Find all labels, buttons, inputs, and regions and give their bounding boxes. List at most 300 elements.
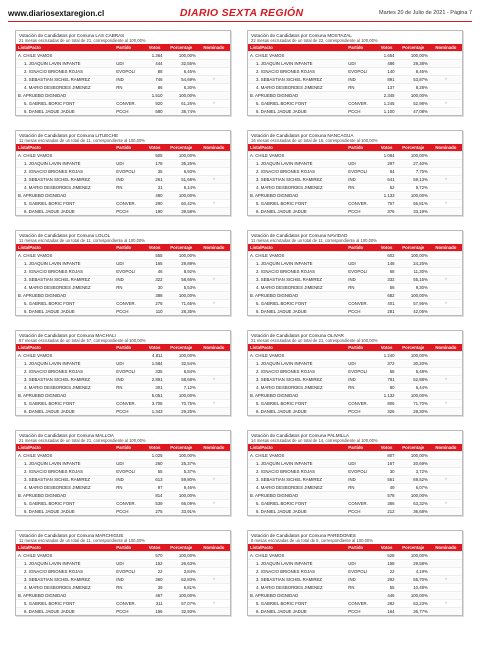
- cell-n: *: [430, 500, 462, 508]
- candidate-row: [248, 184, 462, 192]
- cell-votes: 282: [377, 600, 397, 608]
- cell-n: [198, 384, 230, 392]
- pact-row: [16, 492, 230, 500]
- cell-n: [198, 552, 230, 560]
- cell-n: *: [198, 276, 230, 284]
- cell-party: UDI: [114, 60, 144, 68]
- cell-n: [430, 592, 462, 600]
- candidate-row: [248, 508, 462, 516]
- cell-votes: 88: [145, 68, 165, 76]
- cell-votes: 570: [145, 552, 165, 560]
- results-table: [16, 44, 230, 115]
- cell-pct: 25,37%: [165, 460, 198, 468]
- cell-name: 4. MARIO DESBORDES JIMENEZ: [16, 584, 114, 592]
- card-subtitle: 22 mesas escrutadas de un total de 22, correspondiente al 100,00%: [251, 38, 378, 43]
- cell-name: 2. IGNACIO BRIONES ROJAS: [16, 168, 114, 176]
- cell-votes: 602: [377, 252, 397, 260]
- site-url[interactable]: www.diariosextaregion.cl: [8, 8, 105, 18]
- cell-votes: 891: [377, 76, 397, 84]
- cell-name: 3. SEBASTIAN SICHEL RAMIREZ: [248, 76, 346, 84]
- results-table: [16, 444, 230, 515]
- cell-n: [198, 208, 230, 216]
- cell-pct: 3,72%: [397, 468, 430, 476]
- cell-n: *: [430, 300, 462, 308]
- cell-n: [430, 452, 462, 460]
- cell-n: [198, 168, 230, 176]
- cell-party: CONVER.: [114, 200, 144, 208]
- cell-pct: 24,25%: [397, 260, 430, 268]
- cell-votes: 757: [377, 200, 397, 208]
- cell-n: [430, 560, 462, 568]
- cell-pct: 100,00%: [165, 152, 198, 160]
- candidate-row: [16, 76, 230, 84]
- cell-party: PCCH: [114, 608, 144, 616]
- cell-n: [198, 184, 230, 192]
- cell-name: B. APRUEBO DIGNIDAD: [248, 192, 346, 200]
- column-header-porcentaje: Porcentaje: [397, 244, 430, 252]
- cell-name: 4. MARIO DESBORDES JIMENEZ: [16, 384, 114, 392]
- cell-n: [430, 168, 462, 176]
- cell-votes: 467: [145, 592, 165, 600]
- cell-n: [430, 84, 462, 92]
- cell-pct: 7,12%: [165, 384, 198, 392]
- cell-party: PCCH: [346, 308, 376, 316]
- cell-party: EVOPOLI: [114, 568, 144, 576]
- cell-n: [198, 484, 230, 492]
- cell-party: UDI: [346, 360, 376, 368]
- cell-votes: 158: [377, 560, 397, 568]
- cell-pct: 57,95%: [397, 300, 430, 308]
- cell-party: UDI: [114, 360, 144, 368]
- cell-pct: 38,74%: [165, 108, 198, 116]
- cell-n: [430, 584, 462, 592]
- cell-name: 2. IGNACIO BRIONES ROJAS: [16, 568, 114, 576]
- cell-pct: 100,00%: [165, 492, 198, 500]
- pact-row: [16, 552, 230, 560]
- column-header-porcentaje: Porcentaje: [397, 344, 430, 352]
- cell-n: [430, 268, 462, 276]
- candidate-row: [16, 376, 230, 384]
- column-header-partido: Partido: [346, 244, 376, 252]
- cell-n: [430, 608, 462, 616]
- candidate-row: [248, 168, 462, 176]
- cell-name: 6. DANIEL JADUE JADUE: [16, 108, 114, 116]
- cell-name: 4. MARIO DESBORDES JIMENEZ: [248, 84, 346, 92]
- cell-name: 3. SEBASTIAN SICHEL RAMIREZ: [16, 576, 114, 584]
- cell-pct: 10,49%: [397, 584, 430, 592]
- cell-party: [114, 392, 144, 400]
- candidate-row: [248, 476, 462, 484]
- candidate-row: [248, 460, 462, 468]
- cell-name: 5. GABRIEL BORIC FONT: [16, 300, 114, 308]
- cell-pct: 5,48%: [397, 368, 430, 376]
- cell-party: IND: [114, 576, 144, 584]
- candidate-row: [16, 600, 230, 608]
- candidate-row: [248, 360, 462, 368]
- cell-party: EVOPOLI: [114, 68, 144, 76]
- cell-n: [198, 460, 230, 468]
- candidate-row: [248, 60, 462, 68]
- cell-name: A. CHILE VAMOS: [248, 252, 346, 260]
- card-subtitle: 21 mesas escrutadas de un total de 21, correspondiente al 100,00%: [19, 38, 146, 43]
- cell-votes: 167: [377, 460, 397, 468]
- card-subtitle: 8 mesas escrutadas de un total de 8, correspondiente al 100,00%: [251, 538, 373, 543]
- cell-n: [430, 152, 462, 160]
- cell-name: 6. DANIEL JADUE JADUE: [16, 408, 114, 416]
- cell-votes: 22: [145, 568, 165, 576]
- card-title: Votación de Candidatos por Comuna MOSTAZAL: [251, 33, 352, 38]
- cell-name: 2. IGNACIO BRIONES ROJAS: [248, 168, 346, 176]
- cell-n: [198, 60, 230, 68]
- cell-party: PCCH: [346, 608, 376, 616]
- card-subtitle: 11 mesas escrutadas de un total de 11, correspondiente al 100,00%: [19, 238, 146, 243]
- cell-votes: 290: [145, 200, 165, 208]
- cell-votes: 372: [377, 360, 397, 368]
- column-header-porcentaje: Porcentaje: [165, 544, 198, 552]
- cell-votes: 137: [377, 84, 397, 92]
- cell-pct: 71,70%: [397, 400, 430, 408]
- cell-name: 3. SEBASTIAN SICHEL RAMIREZ: [248, 176, 346, 184]
- column-header-lista: Lista/Pacto: [16, 544, 114, 552]
- cell-pct: 70,75%: [165, 400, 198, 408]
- cell-pct: 100,00%: [397, 52, 430, 60]
- column-header-lista: Lista/Pacto: [248, 344, 346, 352]
- cell-votes: 164: [377, 608, 397, 616]
- cell-n: [430, 284, 462, 292]
- cell-votes: 84: [377, 168, 397, 176]
- cell-pct: 100,00%: [397, 252, 430, 260]
- cell-n: [430, 484, 462, 492]
- cell-name: B. APRUEBO DIGNIDAD: [248, 392, 346, 400]
- cell-party: EVOPOLI: [114, 468, 144, 476]
- cell-pct: 32,55%: [165, 60, 198, 68]
- cell-pct: 8,92%: [165, 268, 198, 276]
- pact-row: [16, 392, 230, 400]
- candidate-row: [248, 176, 462, 184]
- pact-row: [16, 52, 230, 60]
- header-divider: [8, 21, 472, 22]
- cell-name: A. CHILE VAMOS: [16, 452, 114, 460]
- cell-n: [198, 452, 230, 460]
- cell-pct: 100,00%: [165, 52, 198, 60]
- candidate-row: [248, 600, 462, 608]
- cell-votes: 80: [377, 384, 397, 392]
- cell-name: 1. JOAQUIN LAVIN INFANTE: [248, 560, 346, 568]
- card-title: Votación de Candidatos por Comuna OLIVAR: [251, 333, 344, 338]
- candidate-row: [16, 608, 230, 616]
- cell-party: IND: [114, 276, 144, 284]
- cell-pct: 62,83%: [165, 576, 198, 584]
- cell-n: [430, 160, 462, 168]
- cell-n: [430, 252, 462, 260]
- cell-votes: 578: [377, 492, 397, 500]
- table-header-row: [248, 244, 462, 252]
- cell-name: A. CHILE VAMOS: [16, 352, 114, 360]
- cell-votes: 613: [145, 476, 165, 484]
- cell-pct: 6,14%: [165, 184, 198, 192]
- cell-pct: 100,00%: [165, 252, 198, 260]
- column-header-lista: Lista/Pacto: [248, 44, 346, 52]
- cell-pct: 63,32%: [397, 500, 430, 508]
- cell-votes: 146: [377, 260, 397, 268]
- cell-name: 2. IGNACIO BRIONES ROJAS: [16, 468, 114, 476]
- results-table: [248, 344, 462, 415]
- column-header-partido: Partido: [114, 544, 144, 552]
- candidate-row: [248, 108, 462, 116]
- cell-pct: 100,00%: [397, 492, 430, 500]
- cell-name: 1. JOAQUIN LAVIN INFANTE: [16, 460, 114, 468]
- column-header-partido: Partido: [346, 444, 376, 452]
- cell-n: [198, 160, 230, 168]
- cell-n: [198, 408, 230, 416]
- column-header-porcentaje: Porcentaje: [397, 144, 430, 152]
- cell-pct: 42,05%: [397, 308, 430, 316]
- card-title: Votación de Candidatos por Comuna MACHALI: [19, 333, 116, 338]
- cell-pct: 66,09%: [165, 500, 198, 508]
- column-header-porcentaje: Porcentaje: [397, 44, 430, 52]
- cell-votes: 528: [377, 552, 397, 560]
- card-subtitle: 11 mesas escrutadas de un total de 11, correspondiente al 100,00%: [19, 138, 146, 143]
- cell-votes: 68: [377, 268, 397, 276]
- cell-name: 5. GABRIEL BORIC FONT: [16, 500, 114, 508]
- cell-name: A. CHILE VAMOS: [16, 252, 114, 260]
- cell-party: PCCH: [114, 208, 144, 216]
- date-page-line: Martes 20 de Julio de 2021 - Página 7: [379, 10, 472, 16]
- cell-votes: 1.654: [377, 52, 397, 60]
- cell-pct: 47,08%: [397, 108, 430, 116]
- cell-pct: 100,00%: [165, 92, 198, 100]
- cell-name: 3. SEBASTIAN SICHEL RAMIREZ: [16, 376, 114, 384]
- cell-n: *: [198, 100, 230, 108]
- cell-name: B. APRUEBO DIGNIDAD: [16, 592, 114, 600]
- newspaper-title: DIARIO SEXTA REGIÓN: [179, 7, 304, 19]
- cell-n: [430, 208, 462, 216]
- results-card: [247, 30, 463, 116]
- card-subtitle: 14 mesas escrutadas de un total de 14, correspondiente al 100,00%: [251, 438, 378, 443]
- cell-n: [198, 108, 230, 116]
- cell-n: [430, 292, 462, 300]
- column-header-nominado: Nominado: [198, 244, 230, 252]
- cell-n: [430, 192, 462, 200]
- cell-pct: 6,93%: [165, 168, 198, 176]
- card-title: Votación de Candidatos por Comuna PAREDONES: [251, 533, 356, 538]
- cell-party: [114, 252, 144, 260]
- cell-party: PCCH: [346, 408, 376, 416]
- cell-name: 5. GABRIEL BORIC FONT: [248, 100, 346, 108]
- column-header-porcentaje: Porcentaje: [165, 44, 198, 52]
- cell-name: 2. IGNACIO BRIONES ROJAS: [16, 268, 114, 276]
- results-table: [16, 244, 230, 315]
- cell-party: [346, 92, 376, 100]
- cell-votes: 301: [145, 384, 165, 392]
- card-subtitle: 16 mesas escrutadas de un total de 16, correspondiente al 100,00%: [251, 138, 378, 143]
- cell-n: [198, 308, 230, 316]
- cell-name: 5. GABRIEL BORIC FONT: [16, 100, 114, 108]
- cell-name: 3. SEBASTIAN SICHEL RAMIREZ: [248, 476, 346, 484]
- cell-name: 1. JOAQUIN LAVIN INFANTE: [248, 60, 346, 68]
- cell-votes: 55: [145, 468, 165, 476]
- cell-pct: 29,25%: [165, 408, 198, 416]
- cell-pct: 100,00%: [165, 552, 198, 560]
- cell-votes: 388: [145, 292, 165, 300]
- card-subtitle: 11 mesas escrutadas de un total de 11, correspondiente al 100,00%: [19, 538, 146, 543]
- cell-party: RN: [346, 384, 376, 392]
- cell-votes: 5.051: [145, 392, 165, 400]
- table-header-row: [248, 144, 462, 152]
- cell-votes: 682: [377, 292, 397, 300]
- pact-row: [16, 592, 230, 600]
- cell-pct: 55,15%: [397, 276, 430, 284]
- cell-name: B. APRUEBO DIGNIDAD: [248, 492, 346, 500]
- column-header-partido: Partido: [114, 144, 144, 152]
- cell-name: 4. MARIO DESBORDES JIMENEZ: [16, 84, 114, 92]
- cell-n: [198, 392, 230, 400]
- candidate-row: [248, 500, 462, 508]
- cell-pct: 28,35%: [165, 308, 198, 316]
- cell-n: [430, 492, 462, 500]
- cell-party: UDI: [346, 60, 376, 68]
- cell-n: [198, 568, 230, 576]
- candidate-row: [16, 560, 230, 568]
- cell-votes: 360: [145, 576, 165, 584]
- cell-name: 6. DANIEL JADUE JADUE: [248, 408, 346, 416]
- cell-pct: 58,68%: [165, 376, 198, 384]
- table-header-row: [16, 144, 230, 152]
- column-header-votos: Votos: [145, 344, 165, 352]
- cell-votes: 580: [145, 108, 165, 116]
- results-card: [15, 130, 231, 216]
- cell-party: RN: [114, 284, 144, 292]
- cell-votes: 86: [145, 84, 165, 92]
- candidate-row: [16, 568, 230, 576]
- cell-n: [430, 52, 462, 60]
- column-header-partido: Partido: [114, 444, 144, 452]
- column-header-nominado: Nominado: [430, 444, 462, 452]
- cell-name: 3. SEBASTIAN SICHEL RAMIREZ: [16, 176, 114, 184]
- cell-name: B. APRUEBO DIGNIDAD: [16, 492, 114, 500]
- cell-n: [198, 292, 230, 300]
- card-title: Votación de Candidatos por Comuna LITUECHE: [19, 133, 119, 138]
- cell-name: 5. GABRIEL BORIC FONT: [248, 600, 346, 608]
- candidate-row: [248, 76, 462, 84]
- candidate-row: [16, 584, 230, 592]
- cell-name: 6. DANIEL JADUE JADUE: [248, 108, 346, 116]
- cell-party: IND: [346, 276, 376, 284]
- results-table: [248, 144, 462, 215]
- results-card: [15, 530, 231, 616]
- cell-pct: 26,63%: [165, 560, 198, 568]
- cell-name: A. CHILE VAMOS: [16, 152, 114, 160]
- cell-votes: 190: [145, 208, 165, 216]
- cell-name: 2. IGNACIO BRIONES ROJAS: [248, 68, 346, 76]
- cell-name: 1. JOAQUIN LAVIN INFANTE: [248, 260, 346, 268]
- candidate-row: [248, 284, 462, 292]
- cell-party: [346, 52, 376, 60]
- cell-n: [430, 460, 462, 468]
- cell-votes: 561: [377, 476, 397, 484]
- cell-n: *: [430, 476, 462, 484]
- cell-pct: 54,69%: [165, 76, 198, 84]
- candidate-row: [16, 184, 230, 192]
- pact-row: [16, 292, 230, 300]
- pact-row: [248, 552, 462, 560]
- cell-pct: 32,54%: [165, 360, 198, 368]
- cell-n: *: [430, 400, 462, 408]
- cell-party: PCCH: [346, 508, 376, 516]
- cell-party: CONVER.: [346, 100, 376, 108]
- cell-votes: 486: [377, 60, 397, 68]
- cell-party: RN: [346, 584, 376, 592]
- cell-name: 3. SEBASTIAN SICHEL RAMIREZ: [248, 576, 346, 584]
- results-card: [247, 230, 463, 316]
- results-table: [16, 344, 230, 415]
- cell-party: CONVER.: [346, 400, 376, 408]
- column-header-lista: Lista/Pacto: [16, 44, 114, 52]
- cell-votes: 1.245: [377, 100, 397, 108]
- cell-votes: 555: [145, 252, 165, 260]
- cell-name: A. CHILE VAMOS: [248, 152, 346, 160]
- cell-pct: 7,75%: [397, 168, 430, 176]
- results-table: [248, 44, 462, 115]
- cell-party: RN: [114, 584, 144, 592]
- cell-votes: 278: [145, 300, 165, 308]
- cell-pct: 71,65%: [165, 300, 198, 308]
- pact-row: [248, 92, 462, 100]
- table-header-row: [16, 344, 230, 352]
- pact-row: [248, 352, 462, 360]
- column-header-porcentaje: Porcentaje: [165, 144, 198, 152]
- column-header-nominado: Nominado: [198, 544, 230, 552]
- cell-votes: 68: [377, 368, 397, 376]
- pact-row: [248, 492, 462, 500]
- cell-votes: 322: [145, 276, 165, 284]
- candidate-row: [16, 368, 230, 376]
- cell-name: 5. GABRIEL BORIC FONT: [16, 600, 114, 608]
- cell-party: IND: [114, 176, 144, 184]
- cell-pct: 53,87%: [397, 76, 430, 84]
- card-subtitle: 21 mesas escrutadas de un total de 21, correspondiente al 100,00%: [19, 438, 146, 443]
- cell-party: RN: [114, 84, 144, 92]
- cell-name: 1. JOAQUIN LAVIN INFANTE: [16, 260, 114, 268]
- table-header-row: [16, 244, 230, 252]
- card-title: Votación de Candidatos por Comuna MARCHIGUE: [19, 533, 124, 538]
- results-table: [248, 244, 462, 315]
- cell-n: [198, 152, 230, 160]
- cell-name: 4. MARIO DESBORDES JIMENEZ: [16, 484, 114, 492]
- cell-name: 3. SEBASTIAN SICHEL RAMIREZ: [248, 276, 346, 284]
- cell-pct: 58,66%: [165, 276, 198, 284]
- card-title: Votación de Candidatos por Comuna NAVIDAD: [251, 233, 348, 238]
- cell-n: [430, 108, 462, 116]
- cell-votes: 539: [145, 500, 165, 508]
- cell-party: [346, 192, 376, 200]
- cell-votes: 46: [145, 268, 165, 276]
- candidate-row: [16, 108, 230, 116]
- cell-votes: 31: [145, 184, 165, 192]
- cell-votes: 376: [377, 208, 397, 216]
- cell-votes: 55: [377, 584, 397, 592]
- cell-name: 3. SEBASTIAN SICHEL RAMIREZ: [16, 76, 114, 84]
- candidate-row: [248, 576, 462, 584]
- table-header-row: [16, 44, 230, 52]
- cell-party: [346, 352, 376, 360]
- cell-name: B. APRUEBO DIGNIDAD: [16, 292, 114, 300]
- cell-n: *: [198, 300, 230, 308]
- pact-row: [248, 592, 462, 600]
- candidate-row: [248, 200, 462, 208]
- cell-n: [198, 260, 230, 268]
- cell-n: *: [430, 576, 462, 584]
